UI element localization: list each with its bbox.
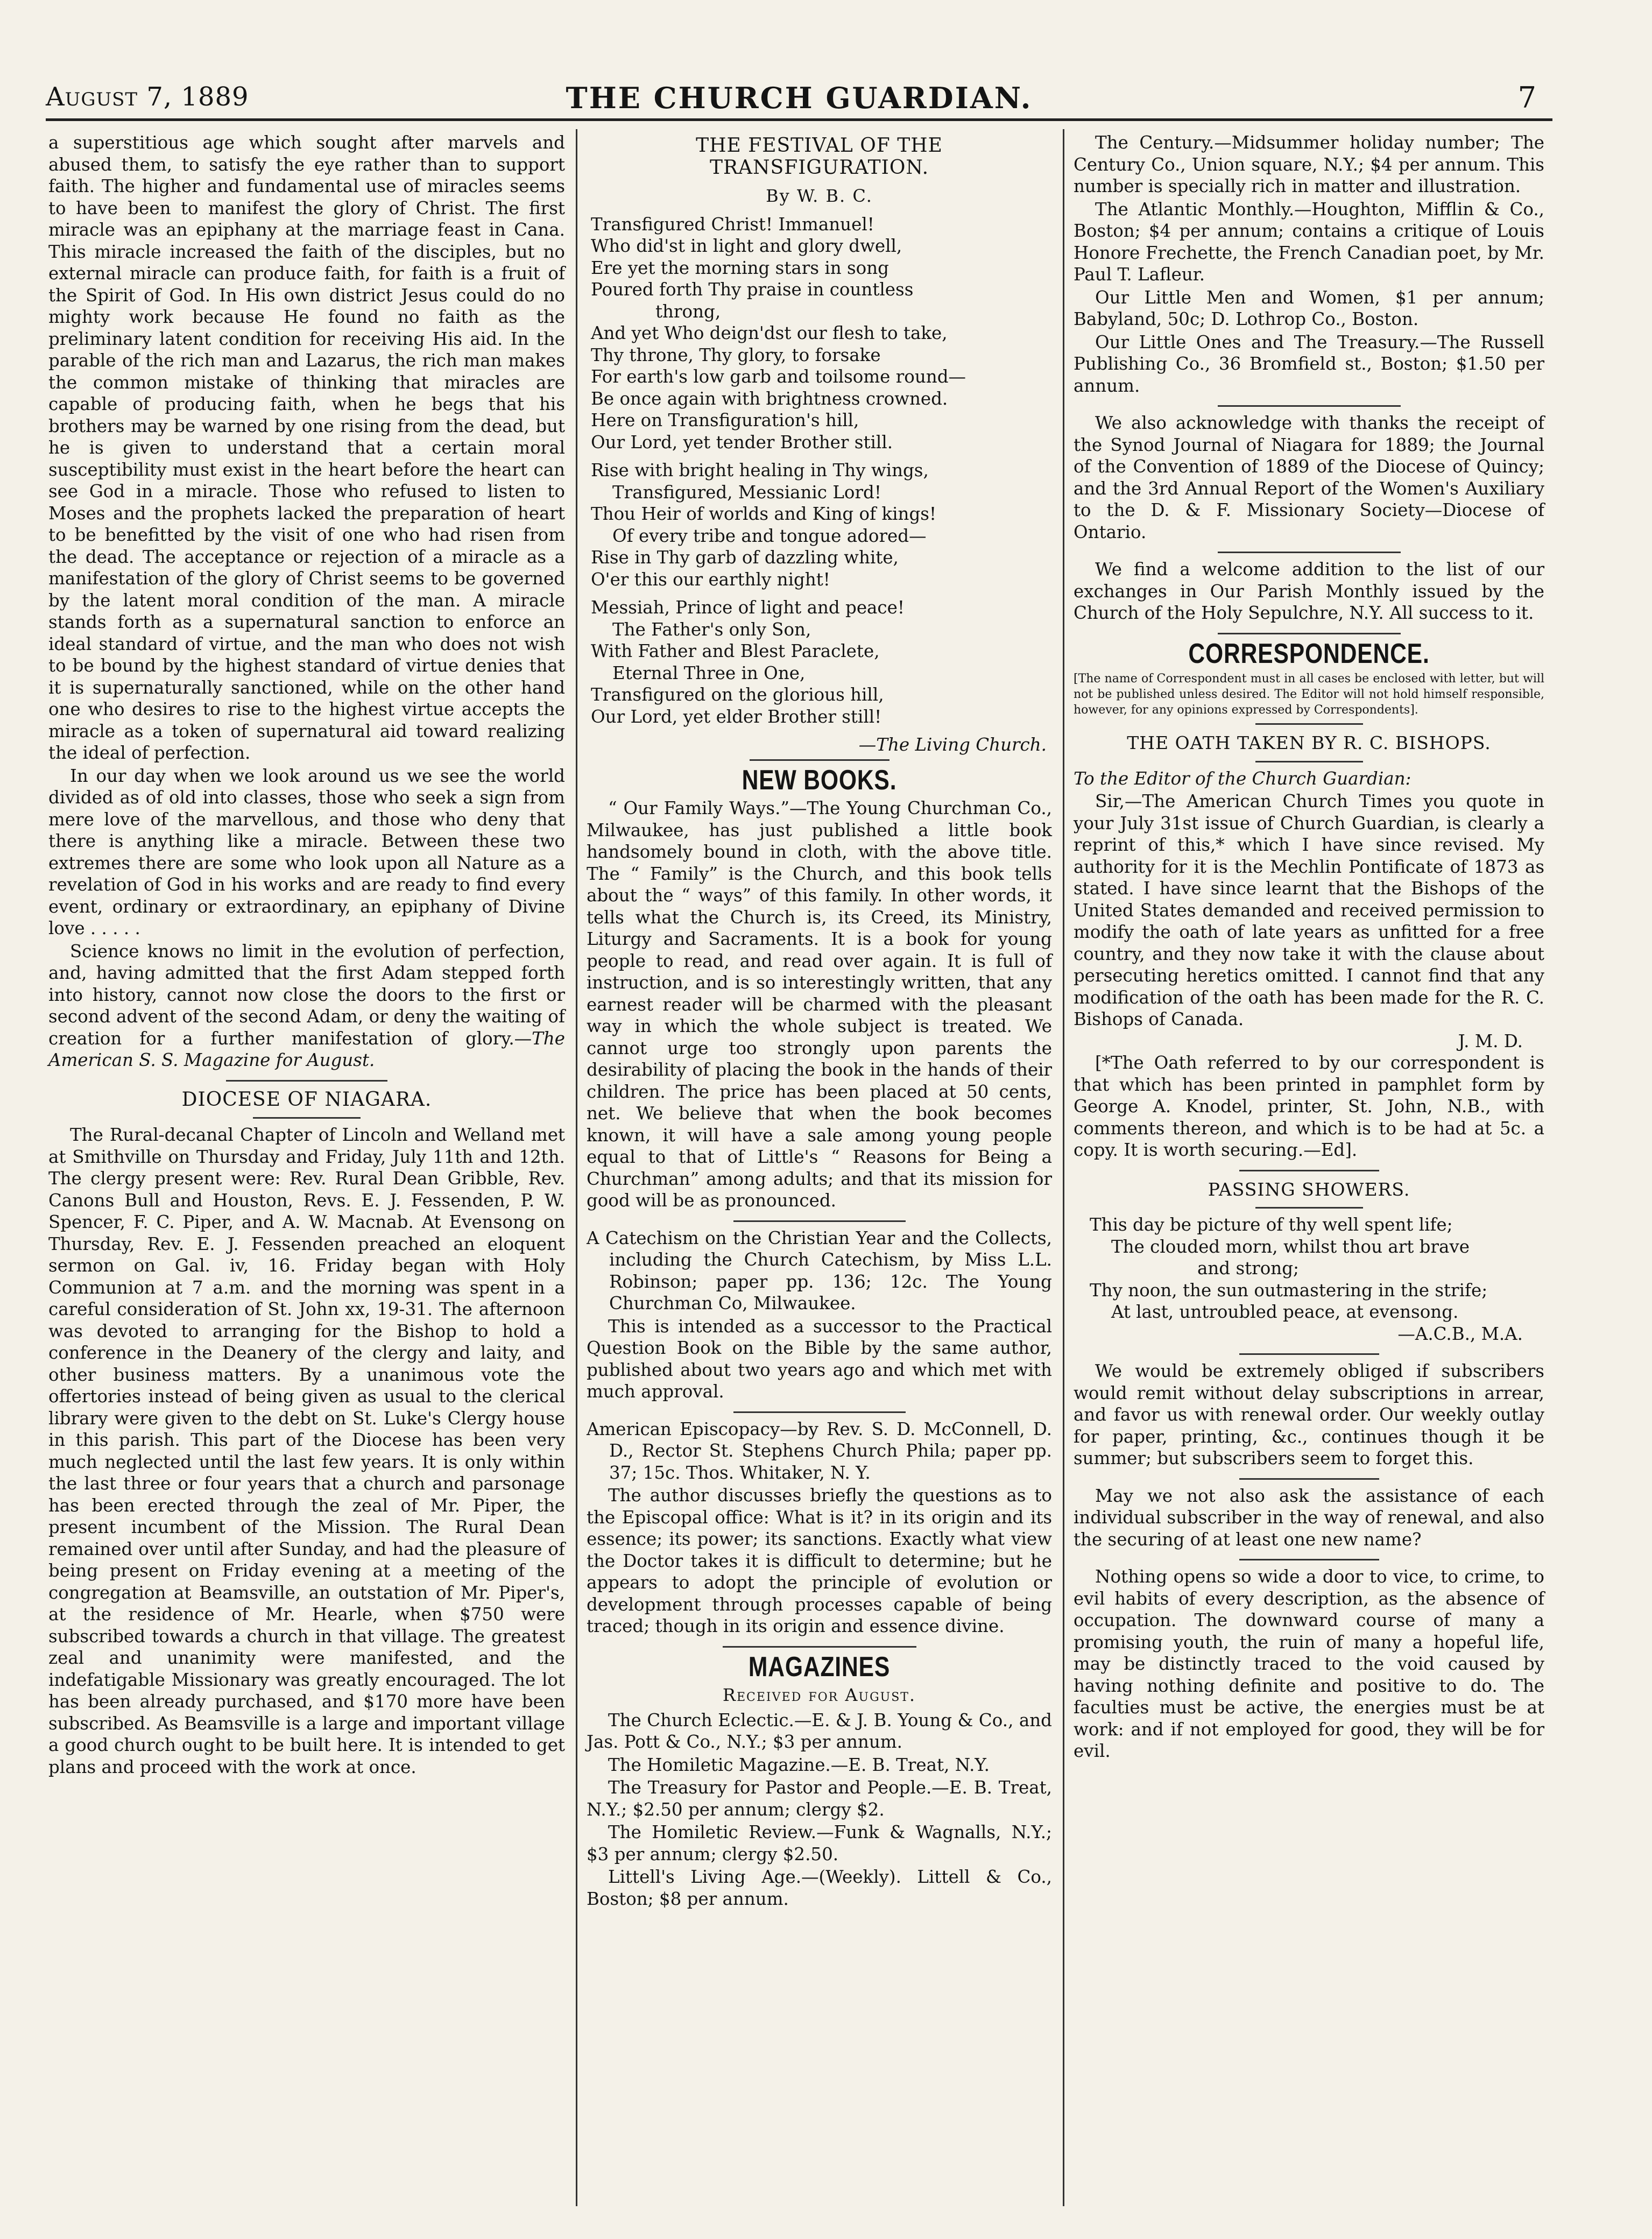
book-review-text: The author discusses briefly the questions as to the Episcopal office: What is it? in its origin and its essence; its power; its sanctions. Exactly what view the Doctor takes it is difficult to determine; but he appears to adopt the principle of evolution or development through processes capable of being traced; though in its origin and essence divine. [587,1485,1052,1636]
column-1 [48,132,565,1778]
magazine-item: The Atlantic Monthly.—Houghton, Mifflin & Co., Boston; $4 per annum; contains a critique of Louis Honore Frechette, the French Canadian poet, by Mr. Paul T. Lafleur. [1074,199,1544,285]
poem-stanza [591,214,1052,454]
poem-line: O'er this our earthly night! [591,569,830,590]
divider [1255,723,1363,725]
divider [1218,552,1401,553]
divider [1255,1207,1363,1209]
column-3 [1074,132,1544,1762]
niagara-report-text: The Rural-decanal Chapter of Lincoln and Welland met at Smithville on Thursday and Friday, July 11th and 12th. The clergy present were: Rev. Rural Dean Gribble, Rev. Canons Bull and Houston, Revs. E. J. Fessenden, P. W. Spencer, F. C. Piper, and A. W. Macnab. At Evensong on Thursday, Rev. E. J. Fessenden preached an eloquent sermon on Gal. iv, 16. Friday began with Holy Communion at 7 a.m. and the morning was spent in a careful consideration of St. John xx, 19-31. The afternoon was devoted to arranging for the Bishop to hold a conference in the Deanery of the clergy and laity, and other business matters. By a unanimous vote the offertories instead of being given as usual to the clerical library were given to the debt on St. Luke's Clergy house in this parish. This part of the Diocese has been very much neglected until the last few years. It is only within the last three or four years that a church and parsonage has been erected through the zeal of Mr. Piper, the present incumbent of the Mission. The Rural Dean remained over until after Sunday, and had the pleasure of being present on Friday evening at a meeting of the congregation at Beamsville, an outstation of Mr. Piper's, at the residence of Mr. Hearle, when $750 were subscribed towards a church in that village. The greatest zeal and unanimity were manifested, and the indefatigable Missionary was greatly encouraged. The lot has been already purchased, and $170 more have been subscribed. As Beamsville is a large and important village a good church ought to be built here. It is intended to get plans and proceed with the work at once. [48,1125,565,1777]
magazine-item: The Treasury for Pastor and People.—E. B. Treat, N.Y.; $2.50 per annum; clergy $2. [587,1777,1052,1820]
column-divider [576,129,577,2206]
occupation-notice: Nothing opens so wide a door to vice, to crime, to evil habits of every description, as the absence of occupation. The downward course of many a promising youth, the ruin of many a hopeful life, may be distinctly traced to the void caused by having nothing definite and positive to do. The faculties must be active, the energies must be at work: and if not employed for good, they will be for evil. [1074,1566,1544,1761]
poem-line: Rise with bright healing in Thy wings, [591,460,929,481]
newspaper-title: THE CHURCH GUARDIAN. [566,81,1033,115]
poem-line: Eternal Three in One, [612,662,806,683]
poem-line: Our Lord, yet elder Brother still! [591,706,882,727]
miracles-article-text: In our day when we look around us we see the world divided as of old into classes, those who seek a sign from mere love of the marvellous, and those who deny that there is anything like a miracle. Between these two extremes there are some who look upon all Nature as a revelation of God in his works and are ready to find every event, ordinary or extraordinary, an epiphany of Divine love . . . . . [48,765,565,938]
welcome-text: We find a welcome addition to the list of our exchanges in Our Parish Monthly issued by the Church of the Holy Sepulchre, N.Y. All success to it. [1074,559,1544,623]
renewal-notice: May we not also ask the assistance of each individual subscriber in the way of renewal, and also the securing of at least one new name? [1074,1485,1544,1550]
divider [253,1117,361,1119]
poem-body [591,214,1052,728]
poem-byline: By W. B. C. [766,186,873,206]
divider [1239,1353,1379,1355]
magazine-item: The Homiletic Review.—Funk & Wagnalls, N.Y.; $3 per annum; clergy $2.50. [587,1822,1052,1864]
oath-heading: THE OATH TAKEN BY R. C. BISHOPS. [1127,732,1491,753]
poem-line: Our Lord, yet tender Brother still. [591,432,893,453]
poem-line: At last, untroubled peace, at evensong. [1111,1302,1459,1322]
magazine-item: The Church Eclectic.—E. & J. B. Young & Co., and Jas. Pott & Co., N.Y.; $3 per annum. [587,1710,1052,1752]
miracles-article-text: Science knows no limit in the evolution of perfection, and, having admitted that the first Adam stepped forth into history, cannot now close the doors to the first or second advent of the second Adam, or deny the waiting of creation for a further manifestation of glory.—The American S. S. Magazine for August. [48,941,565,1070]
letter-signature: J. M. D. [1458,1030,1523,1051]
book-entry: A Catechism on the Christian Year and the Collects, including the Church Catechism, by Miss L.L. Robinson; paper pp. 136; 12c. The Young Churchman Co, Milwaukee. [587,1227,1052,1313]
divider [733,1220,906,1222]
divider [226,1080,387,1082]
divider [1239,1478,1379,1480]
letter-salutation: To the Editor of the Church Guardian: [1074,768,1411,789]
page-number: 7 [1517,81,1536,115]
poem-line: With Father and Blest Paraclete, [591,641,880,661]
masthead [46,81,1552,121]
book-review-text: “ Our Family Ways.”—The Young Churchman Co., Milwaukee, has just published a little book handsomely bound in cloth, with the above title. The “ Family” is the Church, and this book tells about the “ ways” of this family. In other words, it tells what the Church is, its Creed, its Ministry, Liturgy and Sacraments. It is a book for young people to read, and read over again. It is full of instruction, and is so interestingly written, that any earnest reader will be charmed with the pleasant way in which the whole subject is treated. We cannot urge too strongly upon parents the desirability of placing the book in the hands of their children. The price has been placed at 50 cents, net. We believe that when the book becomes known, it will have a sale among young people equal to that of Little's “ Reasons for Being a Churchman” among adults; and that its mission for good will be as pronounced. [587,798,1052,1211]
subscribers-notice: We would be extremely obliged if subscribers would remit without delay subscriptions in arrear, and favor us with renewal order. Our weekly outlay for paper, printing, &c., continues though it be summer; but subscribers seem to forget this. [1074,1361,1544,1468]
poem-line: Transfigured Christ! Immanuel! [591,214,874,235]
passing-showers-heading: PASSING SHOWERS. [1208,1178,1410,1200]
column-2 [587,132,1052,1910]
poem-line: The Father's only Son, [612,619,811,640]
book-entry: American Episcopacy—by Rev. S. D. McConnell, D. D., Rector St. Stephens Church Phila; paper pp. 37; 15c. Thos. Whitaker, N. Y. [587,1418,1052,1483]
correspondence-note: [The name of Correspondent must in all cases be enclosed with letter, but will not be published unless desired. The Editor will not hold himself responsible, however, for any opinions expressed by Correspondents]. [1074,672,1544,717]
divider [1239,1559,1379,1560]
divider [1255,761,1363,762]
letter-body: Sir,—The American Church Times you quote in your July 31st issue of Church Guardian, is clearly a reprint of this,* which I have since revised. My authority for it is the Mechlin Pontificate of 1873 as stated. I have since learnt that the Bishops of the United States demanded and received permission to modify the oath of late years as unfitted for a free country, and they now take it with the clause about persecuting heretics omitted. I cannot find that any modification of the oath has been made for the R. C. Bishops of Canada. [1074,791,1544,1029]
correspondence-heading: CORRESPONDENCE. [1188,638,1430,669]
divider [1239,1170,1379,1171]
poem-line: Thy throne, Thy glory, to forsake [591,344,881,365]
acknowledgement-text: We also acknowledge with thanks the receipt of the Synod Journal of Niagara for 1889; the Journal of the Convention of 1889 of the Diocese of Quincy; and the 3rd Annual Report of the Women's Auxiliary to the D. & F. Missionary Society—Diocese of Ontario. [1074,413,1544,542]
poem-line: Thy noon, the sun outmastering in the strife; [1090,1280,1488,1301]
poem-line: and strong; [1197,1258,1299,1279]
divider [750,759,889,761]
book-review-text: This is intended as a successor to the Practical Question Book on the Bible by the same author, published about two years ago and which met with much approval. [587,1316,1052,1402]
poem-line: Ere yet the morning stars in song [591,257,889,278]
poem-line: Of every tribe and tongue adored— [612,525,927,546]
miracles-article-text: a superstitious age which sought after marvels and abused them, to satisfy the eye rather than to support faith. The higher and fundamental use of miracles seems to have been to manifest the glory of Christ. The first miracle was an epiphany at the marriage feast in Cana. This miracle increased the faith of the disciples, but no external miracle can produce faith, for faith is a fruit of the Spirit of God. In His own district Jesus could do no mighty work because He found no faith as the preliminary latent condition for receiving His aid. In the parable of the rich man and Lazarus, the rich man makes the common mistake of thinking that miracles are capable of producing faith, when he begs that his brothers may be warned by one rising from the dead, but he is given to understand that a certain moral susceptibility must exist in the heart before the heart can see God in a miracle. Those who refused to listen to Moses and the prophets lacked the preparation of heart to be benefitted by the visit of one who had risen from the dead. The acceptance or rejection of a miracle as a manifestation of the glory of Christ seems to be governed by the latent moral condition of the man. A miracle stands forth as a supernatural sanction to enforce an ideal standard of virtue, and the man who does not wish to be bound by the highest standard of virtue denies that it is supernaturally sanctioned, while on the other hand one who desires to rise to the highest virtue accepts the miracle as a token of supernatural aid toward realizing the ideal of perfection. [48,132,565,763]
magazine-item: Our Little Men and Women, $1 per annum; Babyland, 50c; D. Lothrop Co., Boston. [1074,287,1544,329]
magazines-heading: MAGAZINES [748,1651,891,1683]
divider [723,1646,916,1648]
poem-title: THE FESTIVAL OF THE TRANSFIGURATION. [696,135,943,179]
passing-showers-poem [1090,1214,1544,1345]
divider [733,1411,906,1413]
magazine-item: Our Little Ones and The Treasury.—The Russell Publishing Co., 36 Bromfield st., Boston; $1.50 per annum. [1074,331,1544,396]
poem-line: Here on Transfiguration's hill, [591,410,859,430]
poem-source: —The Living Church. [858,734,1047,755]
poem-line: Thou Heir of worlds and King of kings! [591,504,937,524]
poem-line: And yet Who deign'dst our flesh to take, [591,323,948,343]
poem-line: For earth's low garb and toilsome round— [591,366,966,387]
poem-line: Poured forth Thy praise in countless [591,279,914,300]
poem-line: Transfigured, Messianic Lord! [612,482,881,503]
divider [1218,633,1401,634]
poem-line: Be once again with brightness crowned. [591,388,948,409]
column-divider [1063,129,1064,2206]
poem-line: Transfigured on the glorious hill, [591,684,884,705]
poem-stanza [591,460,1052,590]
magazine-item: The Homiletic Magazine.—E. B. Treat, N.Y. [608,1754,990,1775]
poem-line: throng, [655,301,721,322]
divider [1218,405,1401,407]
editor-note: [*The Oath referred to by our correspondent is that which has been printed in pamphlet form by George A. Knodel, printer, St. John, N.B., with comments thereon, and which is to be had at 5c. a copy. It is worth securing.—Ed]. [1074,1053,1544,1160]
poem-line: The clouded morn, whilst thou art brave [1111,1236,1470,1257]
niagara-heading: DIOCESE OF NIAGARA. [181,1088,432,1111]
poem-line: Who did'st in light and glory dwell, [591,236,902,256]
poem-line: Messiah, Prince of light and peace! [591,597,905,618]
issue-date: August 7, 1889 [46,82,249,112]
magazines-subheading: Received for August. [722,1685,916,1705]
poem-attribution: —A.C.B., M.A. [1397,1323,1523,1344]
magazine-item: The Century.—Midsummer holiday number; The Century Co., Union square, N.Y.; $4 per annum. This number is specially rich in matter and illustration. [1074,132,1544,196]
new-books-heading: NEW BOOKS. [742,764,897,796]
poem-line: Rise in Thy garb of dazzling white, [591,547,899,568]
poem-stanza [591,597,1052,728]
article-source: The American S. S. Magazine for August. [48,1028,565,1070]
poem-line: This day be picture of thy well spent life; [1090,1214,1453,1235]
magazine-item: Littell's Living Age.—(Weekly). Littell & Co., Boston; $8 per annum. [587,1867,1052,1909]
